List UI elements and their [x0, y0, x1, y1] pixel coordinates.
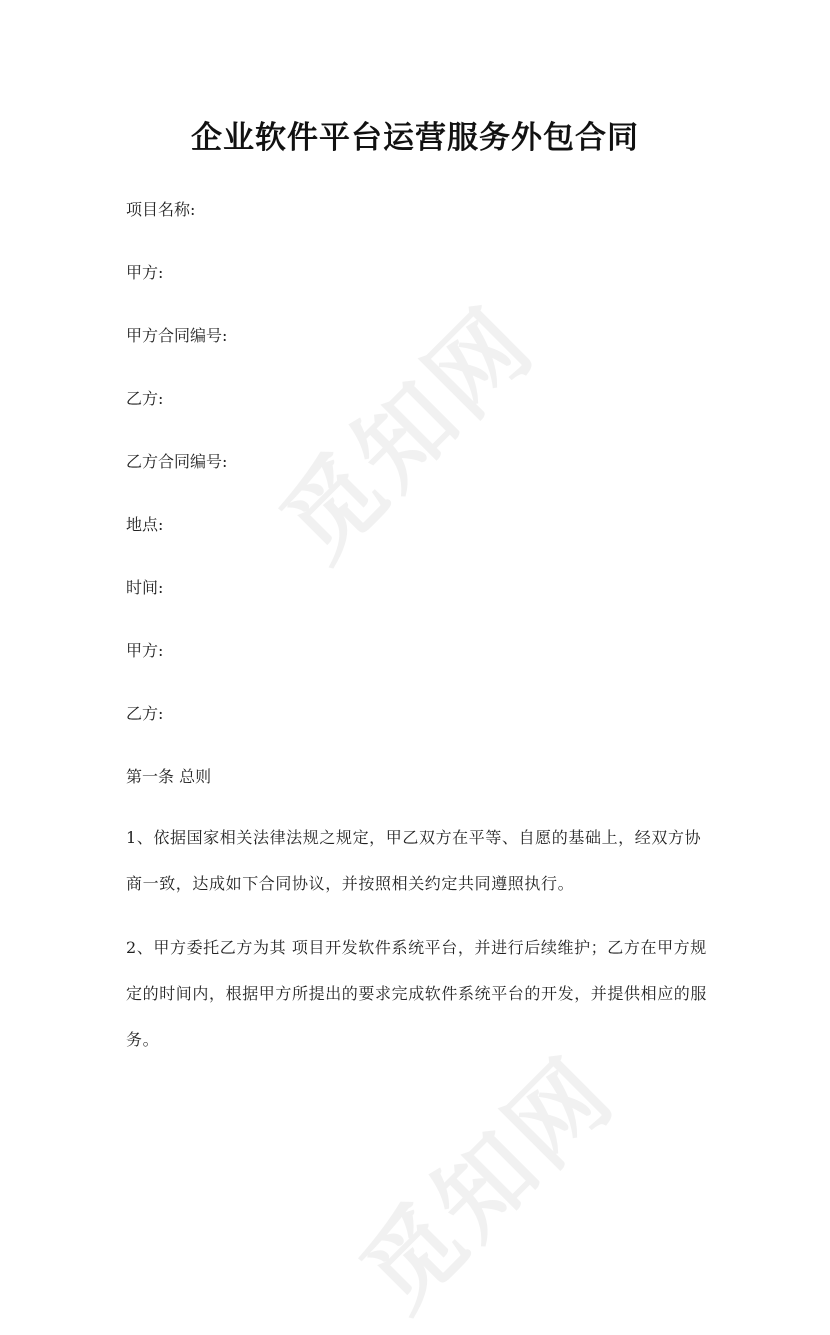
watermark: 觅知网 — [260, 286, 557, 582]
field-time: 时间: — [126, 578, 164, 597]
field-party-a-contract-no: 甲方合同编号: — [126, 326, 228, 345]
field-project-name: 项目名称: — [126, 200, 196, 219]
paragraph-2: 2、甲方委托乙方为其 项目开发软件系统平台，并进行后续维护；乙方在甲方规定的时间内，根据甲方所提出的要求完成软件系统平台的开发，并提供相应的服务。 — [126, 938, 708, 1049]
field-party-b-contract-no: 乙方合同编号: — [126, 452, 228, 471]
watermark: 觅知网 — [340, 1036, 637, 1332]
field-location: 地点: — [126, 515, 164, 534]
field-party-b: 乙方: — [126, 389, 164, 408]
paragraph-1: 1、依据国家相关法律法规之规定，甲乙双方在平等、自愿的基础上，经双方协商一致，达成如下合同协议，并按照相关约定共同遵照执行。 — [126, 828, 702, 893]
field-party-b-sign: 乙方: — [126, 704, 164, 723]
section-heading: 第一条 总则 — [126, 767, 212, 786]
field-party-a: 甲方: — [126, 263, 164, 282]
document-title: 企业软件平台运营服务外包合同 — [191, 120, 639, 156]
field-party-a-sign: 甲方: — [126, 641, 164, 660]
